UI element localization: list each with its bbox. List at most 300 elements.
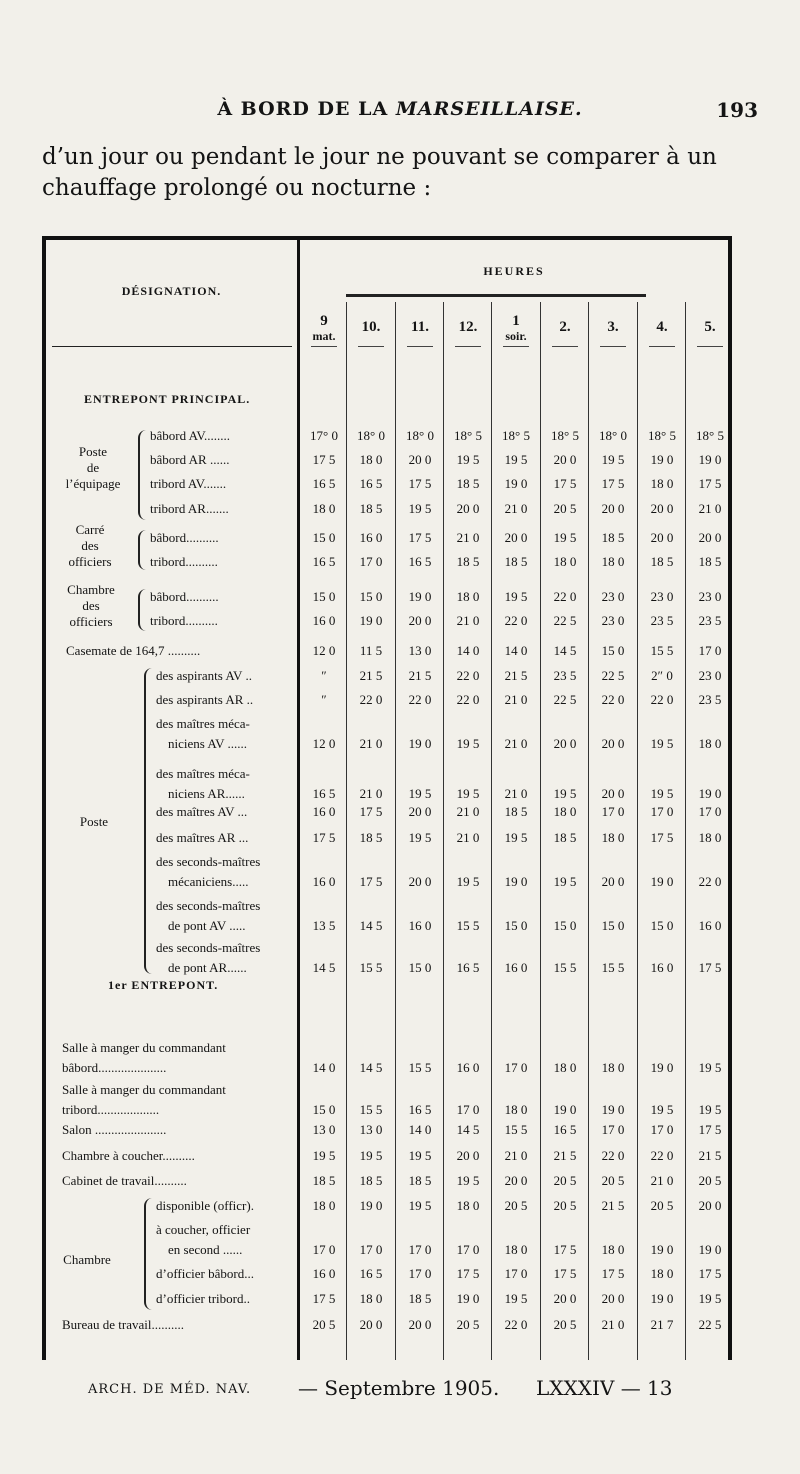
temperature-cell: 17 5 bbox=[312, 830, 336, 845]
temperature-cell: 19 5 bbox=[408, 1198, 432, 1213]
temperature-cell: 17 0 bbox=[650, 804, 674, 819]
temperature-cell: 14 5 bbox=[359, 918, 383, 933]
row-label: tribord.......... bbox=[150, 554, 218, 569]
temperature-table bbox=[42, 236, 732, 1360]
group-chambre-officiers: officiers bbox=[69, 614, 113, 629]
temperature-cell: 19 5 bbox=[504, 830, 528, 845]
designation-header: DÉSIGNATION. bbox=[121, 284, 222, 298]
group-carre-officiers: des bbox=[81, 538, 99, 553]
temperature-cell: 20 0 bbox=[650, 501, 674, 516]
temperature-cell: 18° 5 bbox=[648, 428, 676, 443]
column-header bbox=[445, 320, 491, 335]
temperature-cell: 23 0 bbox=[698, 589, 722, 604]
row-label: Bureau de travail.......... bbox=[62, 1317, 185, 1332]
column-header bbox=[348, 320, 394, 335]
footer-signature: LXXXIV — 13 bbox=[536, 1376, 673, 1400]
section-entrepont-principal: ENTREPONT PRINCIPAL. bbox=[84, 392, 251, 406]
temperature-cell: 12 0 bbox=[312, 643, 336, 658]
temperature-cell: 21 0 bbox=[504, 501, 528, 516]
temperature-cell: 19 5 bbox=[698, 1291, 722, 1306]
temperature-cell: 16 5 bbox=[408, 1102, 432, 1117]
row-label: bâbord AV........ bbox=[150, 428, 231, 443]
temperature-cell: 18 0 bbox=[698, 736, 722, 751]
temperature-cell: 18 0 bbox=[553, 554, 577, 569]
temperature-cell: 19 0 bbox=[601, 1102, 625, 1117]
temperature-cell: 18 0 bbox=[601, 830, 625, 845]
temperature-cell: 14 5 bbox=[359, 1060, 383, 1075]
temperature-cell: 13 5 bbox=[312, 918, 336, 933]
temperature-cell: 18 5 bbox=[408, 1291, 432, 1306]
temperature-cell: 15 5 bbox=[650, 643, 674, 658]
temperature-cell: 18 0 bbox=[456, 589, 480, 604]
temperature-cell: 18 0 bbox=[553, 804, 577, 819]
temperature-cell: 20 0 bbox=[408, 1317, 432, 1332]
temperature-cell: 20 0 bbox=[698, 1198, 722, 1213]
temperature-cell: 23 5 bbox=[650, 613, 674, 628]
temperature-cell: 15 5 bbox=[359, 960, 383, 975]
column-header-hour: 11. bbox=[411, 319, 429, 335]
row-label: des maîtres méca- bbox=[156, 766, 250, 781]
temperature-cell: 18 5 bbox=[408, 1173, 432, 1188]
temperature-cell: 18 0 bbox=[504, 1242, 528, 1257]
column-header-sub: mat. bbox=[312, 329, 336, 343]
temperature-cell: 22 0 bbox=[698, 874, 722, 889]
temperature-cell: 14 5 bbox=[312, 960, 336, 975]
row-label: de pont AV ..... bbox=[168, 918, 246, 933]
column-divider bbox=[637, 302, 638, 1360]
row-label: niciens AV ...... bbox=[168, 736, 247, 751]
temperature-cell: 20 0 bbox=[601, 874, 625, 889]
temperature-cell: 20 5 bbox=[553, 1198, 577, 1213]
temperature-cell: 19 5 bbox=[359, 1148, 383, 1163]
temperature-cell: 22 0 bbox=[504, 613, 528, 628]
temperature-cell: 19 5 bbox=[408, 501, 432, 516]
temperature-cell: 21 0 bbox=[456, 613, 480, 628]
temperature-cell: 21 0 bbox=[504, 692, 528, 707]
row-label: bâbord AR ...... bbox=[150, 452, 230, 467]
row-label: en second ...... bbox=[168, 1242, 243, 1257]
temperature-cell: 20 0 bbox=[553, 452, 577, 467]
temperature-cell: 13 0 bbox=[408, 643, 432, 658]
row-label: à coucher, officier bbox=[156, 1222, 251, 1237]
temperature-cell: 22 0 bbox=[650, 1148, 674, 1163]
temperature-cell: 21 0 bbox=[504, 786, 528, 801]
temperature-cell: 21 5 bbox=[601, 1198, 625, 1213]
temperature-cell: 18° 5 bbox=[454, 428, 482, 443]
temperature-cell: 14 5 bbox=[553, 643, 577, 658]
temperature-cell: 20 0 bbox=[359, 1317, 383, 1332]
temperature-cell: 21 5 bbox=[408, 668, 432, 683]
temperature-cell: 18° 0 bbox=[357, 428, 385, 443]
temperature-cell: 21 5 bbox=[504, 668, 528, 683]
temperature-cell: 17 5 bbox=[553, 1266, 577, 1281]
temperature-cell: 16 5 bbox=[456, 960, 480, 975]
temperature-cell: 21 5 bbox=[553, 1148, 577, 1163]
header-dash bbox=[552, 346, 578, 347]
temperature-cell: 14 0 bbox=[408, 1122, 432, 1137]
row-label: des maîtres méca- bbox=[156, 716, 250, 731]
temperature-cell: 19 0 bbox=[650, 452, 674, 467]
temperature-cell: 19 5 bbox=[456, 1173, 480, 1188]
row-label: des maîtres AR ... bbox=[156, 830, 249, 845]
temperature-cell: 20 5 bbox=[650, 1198, 674, 1213]
temperature-cell: 20 5 bbox=[553, 501, 577, 516]
temperature-cell: 20 5 bbox=[312, 1317, 336, 1332]
temperature-cell: 16 0 bbox=[408, 918, 432, 933]
temperature-cell: 17 0 bbox=[456, 1242, 480, 1257]
temperature-cell: 15 0 bbox=[359, 589, 383, 604]
row-label: disponible (officr). bbox=[156, 1198, 254, 1213]
row-label: des seconds-maîtres bbox=[156, 940, 261, 955]
row-label: tribord.......... bbox=[150, 613, 218, 628]
temperature-cell: 18 0 bbox=[359, 1291, 383, 1306]
group-poste-equipage: Poste bbox=[78, 444, 108, 459]
temperature-cell: 16 5 bbox=[312, 476, 336, 491]
row-brace bbox=[138, 430, 146, 520]
group-poste: Poste bbox=[79, 814, 109, 829]
temperature-cell: 19 5 bbox=[408, 830, 432, 845]
temperature-cell: 19 0 bbox=[408, 736, 432, 751]
temperature-cell: 14 0 bbox=[456, 643, 480, 658]
column-header bbox=[590, 320, 636, 335]
designation-divider bbox=[297, 240, 300, 1360]
temperature-cell: 17 5 bbox=[698, 476, 722, 491]
header-dash bbox=[600, 346, 626, 347]
row-label: des aspirants AV .. bbox=[156, 668, 252, 683]
row-label: mécaniciens..... bbox=[168, 874, 249, 889]
temperature-cell: 17 0 bbox=[698, 643, 722, 658]
temperature-cell: 19 0 bbox=[650, 1291, 674, 1306]
temperature-cell: 16 5 bbox=[553, 1122, 577, 1137]
column-divider bbox=[443, 302, 444, 1360]
column-header-hour: 4. bbox=[656, 319, 668, 335]
temperature-cell: 20 5 bbox=[601, 1173, 625, 1188]
temperature-cell: 16 5 bbox=[408, 554, 432, 569]
column-header-hour: 2. bbox=[559, 319, 571, 335]
temperature-cell: 23 0 bbox=[698, 668, 722, 683]
row-label: bâbord..................... bbox=[62, 1060, 167, 1075]
temperature-cell: 18 5 bbox=[456, 476, 480, 491]
group-chambre-officiers: Chambre bbox=[67, 582, 115, 597]
temperature-cell: 17 5 bbox=[601, 476, 625, 491]
temperature-cell: 20 0 bbox=[408, 874, 432, 889]
header-dash bbox=[649, 346, 675, 347]
temperature-cell: 21 5 bbox=[359, 668, 383, 683]
column-header bbox=[493, 314, 539, 344]
temperature-cell: 20 0 bbox=[601, 1291, 625, 1306]
temperature-cell: 15 5 bbox=[456, 918, 480, 933]
running-title bbox=[0, 98, 800, 120]
temperature-cell: 17 0 bbox=[650, 1122, 674, 1137]
temperature-cell: 14 5 bbox=[456, 1122, 480, 1137]
temperature-cell: 16 5 bbox=[312, 554, 336, 569]
temperature-cell: 23 5 bbox=[698, 613, 722, 628]
temperature-cell: 19 0 bbox=[504, 476, 528, 491]
temperature-cell: 21 0 bbox=[504, 736, 528, 751]
temperature-cell: 15 0 bbox=[312, 530, 336, 545]
temperature-cell: 11 5 bbox=[359, 643, 383, 658]
temperature-cell: 18° 0 bbox=[599, 428, 627, 443]
header-dash bbox=[455, 346, 481, 347]
temperature-cell: 21 7 bbox=[650, 1317, 674, 1332]
row-label: niciens AR...... bbox=[168, 786, 245, 801]
temperature-cell: 16 5 bbox=[359, 476, 383, 491]
temperature-cell: 17 0 bbox=[504, 1266, 528, 1281]
column-header-hour: 5. bbox=[704, 319, 716, 335]
temperature-cell: 22 0 bbox=[456, 668, 480, 683]
temperature-cell: 16 0 bbox=[698, 918, 722, 933]
temperature-cell: 22 0 bbox=[650, 692, 674, 707]
temperature-cell: 17 5 bbox=[408, 530, 432, 545]
temperature-cell: 19 5 bbox=[456, 786, 480, 801]
temperature-cell: 18 5 bbox=[312, 1173, 336, 1188]
column-divider bbox=[395, 302, 396, 1360]
temperature-cell: 21 0 bbox=[698, 501, 722, 516]
running-head bbox=[0, 98, 800, 128]
temperature-cell: 17 5 bbox=[408, 476, 432, 491]
temperature-cell: 20 5 bbox=[504, 1198, 528, 1213]
temperature-cell: 16 0 bbox=[312, 874, 336, 889]
temperature-cell: 17 0 bbox=[408, 1242, 432, 1257]
temperature-cell: 14 0 bbox=[312, 1060, 336, 1075]
temperature-cell: 19 0 bbox=[553, 1102, 577, 1117]
temperature-cell: 18 0 bbox=[456, 1198, 480, 1213]
temperature-cell: 15 0 bbox=[601, 643, 625, 658]
temperature-cell: 22 5 bbox=[698, 1317, 722, 1332]
column-header bbox=[301, 314, 347, 344]
header-dash bbox=[407, 346, 433, 347]
temperature-cell: 19 5 bbox=[553, 786, 577, 801]
heures-header: HEURES bbox=[483, 264, 545, 278]
temperature-cell: 20 0 bbox=[504, 1173, 528, 1188]
column-header bbox=[687, 320, 733, 335]
temperature-cell: 19 0 bbox=[650, 1242, 674, 1257]
temperature-cell: 23 0 bbox=[650, 589, 674, 604]
header-dash bbox=[697, 346, 723, 347]
temperature-cell: 17 0 bbox=[456, 1102, 480, 1117]
temperature-cell: 14 0 bbox=[504, 643, 528, 658]
temperature-cell: 16 0 bbox=[650, 960, 674, 975]
temperature-cell: 18 0 bbox=[698, 830, 722, 845]
temperature-cell: 19 0 bbox=[698, 786, 722, 801]
temperature-cell: 19 5 bbox=[456, 736, 480, 751]
temperature-cell: 18 5 bbox=[504, 804, 528, 819]
temperature-cell: 2″ 0 bbox=[651, 668, 673, 683]
temperature-cell: 20 0 bbox=[698, 530, 722, 545]
temperature-cell: 20 0 bbox=[553, 736, 577, 751]
row-brace bbox=[138, 589, 146, 631]
temperature-cell: 23 5 bbox=[553, 668, 577, 683]
column-header-hour: 10. bbox=[361, 319, 381, 335]
row-label: Salon ...................... bbox=[62, 1122, 167, 1137]
temperature-cell: 18 0 bbox=[650, 1266, 674, 1281]
temperature-cell: 15 0 bbox=[312, 589, 336, 604]
temperature-cell: 21 5 bbox=[698, 1148, 722, 1163]
temperature-cell: 21 0 bbox=[456, 530, 480, 545]
column-header-hour: 1 bbox=[512, 313, 520, 329]
temperature-cell: 18 5 bbox=[650, 554, 674, 569]
temperature-cell: 19 0 bbox=[359, 1198, 383, 1213]
temperature-cell: 12 0 bbox=[312, 736, 336, 751]
row-label: tribord................... bbox=[62, 1102, 160, 1117]
temperature-cell: 15 5 bbox=[359, 1102, 383, 1117]
temperature-cell: 22 5 bbox=[553, 613, 577, 628]
temperature-cell: 21 0 bbox=[359, 736, 383, 751]
temperature-cell: 17 5 bbox=[359, 804, 383, 819]
temperature-cell: 15 5 bbox=[601, 960, 625, 975]
temperature-cell: 18° 5 bbox=[696, 428, 724, 443]
row-label: Chambre à coucher.......... bbox=[62, 1148, 195, 1163]
column-header-hour: 3. bbox=[607, 319, 619, 335]
temperature-cell: 22 0 bbox=[504, 1317, 528, 1332]
temperature-cell: 19 5 bbox=[553, 874, 577, 889]
row-label: tribord AR....... bbox=[150, 501, 229, 516]
row-label: Salle à manger du commandant bbox=[62, 1040, 226, 1055]
temperature-cell: 17° 0 bbox=[310, 428, 338, 443]
footer-date: — Septembre 1905. bbox=[298, 1376, 500, 1400]
temperature-cell: 17 5 bbox=[650, 830, 674, 845]
temperature-cell: 20 0 bbox=[601, 786, 625, 801]
footer-journal: ARCH. DE MÉD. NAV. bbox=[88, 1382, 252, 1397]
temperature-cell: 19 0 bbox=[650, 1060, 674, 1075]
temperature-cell: 19 5 bbox=[601, 452, 625, 467]
column-divider bbox=[491, 302, 492, 1360]
temperature-cell: 17 5 bbox=[553, 476, 577, 491]
row-label: des seconds-maîtres bbox=[156, 854, 261, 869]
temperature-cell: 19 0 bbox=[408, 589, 432, 604]
temperature-cell: ″ bbox=[321, 692, 327, 707]
header-dash bbox=[311, 346, 337, 347]
temperature-cell: 16 0 bbox=[312, 613, 336, 628]
temperature-cell: 20 0 bbox=[650, 530, 674, 545]
temperature-cell: 19 5 bbox=[408, 1148, 432, 1163]
row-label: d’officier tribord.. bbox=[156, 1291, 250, 1306]
temperature-cell: 19 5 bbox=[456, 874, 480, 889]
temperature-cell: 20 5 bbox=[698, 1173, 722, 1188]
temperature-cell: 18 0 bbox=[601, 1060, 625, 1075]
temperature-cell: 16 0 bbox=[504, 960, 528, 975]
temperature-cell: 19 5 bbox=[650, 1102, 674, 1117]
row-brace bbox=[144, 1198, 152, 1310]
column-header-hour: 12. bbox=[458, 319, 478, 335]
temperature-cell: 19 0 bbox=[359, 613, 383, 628]
heures-brace bbox=[346, 294, 646, 297]
row-brace bbox=[144, 668, 152, 974]
temperature-cell: 20 0 bbox=[408, 452, 432, 467]
temperature-cell: 21 0 bbox=[650, 1173, 674, 1188]
temperature-cell: 15 0 bbox=[504, 918, 528, 933]
row-label: tribord AV....... bbox=[150, 476, 227, 491]
temperature-cell: 20 5 bbox=[456, 1317, 480, 1332]
temperature-cell: 17 5 bbox=[698, 1122, 722, 1137]
temperature-cell: 17 5 bbox=[698, 960, 722, 975]
temperature-cell: 19 0 bbox=[456, 1291, 480, 1306]
row-label: bâbord.......... bbox=[150, 530, 219, 545]
temperature-cell: ″ bbox=[321, 668, 327, 683]
section-premier-entrepont: 1er ENTREPONT. bbox=[108, 978, 219, 992]
temperature-cell: 20 0 bbox=[408, 613, 432, 628]
temperature-cell: 17 0 bbox=[359, 554, 383, 569]
group-carre-officiers: officiers bbox=[68, 554, 112, 569]
column-header bbox=[542, 320, 588, 335]
temperature-cell: 18° 0 bbox=[406, 428, 434, 443]
temperature-cell: 16 0 bbox=[312, 1266, 336, 1281]
row-label: de pont AR...... bbox=[168, 960, 247, 975]
temperature-cell: 23 5 bbox=[698, 692, 722, 707]
column-header-hour: 9 bbox=[320, 313, 328, 329]
temperature-cell: 18 0 bbox=[601, 1242, 625, 1257]
temperature-cell: 20 5 bbox=[553, 1317, 577, 1332]
temperature-cell: 19 0 bbox=[698, 452, 722, 467]
temperature-cell: 18 5 bbox=[698, 554, 722, 569]
temperature-cell: 19 0 bbox=[504, 874, 528, 889]
temperature-cell: 17 5 bbox=[553, 1242, 577, 1257]
temperature-cell: 19 5 bbox=[408, 786, 432, 801]
temperature-cell: 18 5 bbox=[456, 554, 480, 569]
temperature-cell: 13 0 bbox=[359, 1122, 383, 1137]
temperature-cell: 22 5 bbox=[553, 692, 577, 707]
temperature-cell: 19 5 bbox=[504, 1291, 528, 1306]
row-label: d’officier bâbord... bbox=[156, 1266, 254, 1281]
temperature-cell: 21 0 bbox=[456, 804, 480, 819]
temperature-cell: 15 5 bbox=[504, 1122, 528, 1137]
row-label: Casemate de 164,7 .......... bbox=[66, 643, 201, 658]
temperature-cell: 19 5 bbox=[650, 736, 674, 751]
row-label: des seconds-maîtres bbox=[156, 898, 261, 913]
column-header-sub: soir. bbox=[505, 329, 527, 343]
temperature-cell: 15 0 bbox=[650, 918, 674, 933]
temperature-cell: 15 5 bbox=[408, 1060, 432, 1075]
temperature-cell: 19 5 bbox=[456, 452, 480, 467]
temperature-cell: 17 5 bbox=[698, 1266, 722, 1281]
temperature-cell: 23 0 bbox=[601, 589, 625, 604]
temperature-cell: 19 5 bbox=[504, 452, 528, 467]
column-divider bbox=[588, 302, 589, 1360]
footer bbox=[88, 1376, 708, 1406]
temperature-cell: 16 5 bbox=[359, 1266, 383, 1281]
temperature-cell: 18 5 bbox=[553, 830, 577, 845]
temperature-cell: 18 0 bbox=[504, 1102, 528, 1117]
running-title-text: À BORD DE LA bbox=[217, 98, 396, 120]
temperature-cell: 15 0 bbox=[553, 918, 577, 933]
temperature-cell: 19 5 bbox=[312, 1148, 336, 1163]
temperature-cell: 18 0 bbox=[312, 501, 336, 516]
temperature-cell: 13 0 bbox=[312, 1122, 336, 1137]
row-label: des maîtres AV ... bbox=[156, 804, 248, 819]
column-divider bbox=[540, 302, 541, 1360]
temperature-cell: 17 5 bbox=[601, 1266, 625, 1281]
temperature-cell: 22 0 bbox=[601, 1148, 625, 1163]
temperature-cell: 18 5 bbox=[601, 530, 625, 545]
header-dash bbox=[358, 346, 384, 347]
temperature-cell: 22 5 bbox=[601, 668, 625, 683]
temperature-cell: 15 5 bbox=[553, 960, 577, 975]
temperature-cell: 22 0 bbox=[553, 589, 577, 604]
temperature-cell: 22 0 bbox=[456, 692, 480, 707]
temperature-cell: 18 0 bbox=[650, 476, 674, 491]
temperature-cell: 19 5 bbox=[504, 589, 528, 604]
temperature-cell: 19 5 bbox=[698, 1102, 722, 1117]
column-header bbox=[639, 320, 685, 335]
temperature-cell: 18 0 bbox=[553, 1060, 577, 1075]
group-poste-equipage: l’équipage bbox=[65, 476, 121, 491]
group-carre-officiers: Carré bbox=[75, 522, 105, 537]
header-dash bbox=[503, 346, 529, 347]
temperature-cell: 16 0 bbox=[312, 804, 336, 819]
temperature-cell: 18 0 bbox=[601, 554, 625, 569]
row-label: bâbord.......... bbox=[150, 589, 219, 604]
temperature-cell: 20 0 bbox=[456, 501, 480, 516]
